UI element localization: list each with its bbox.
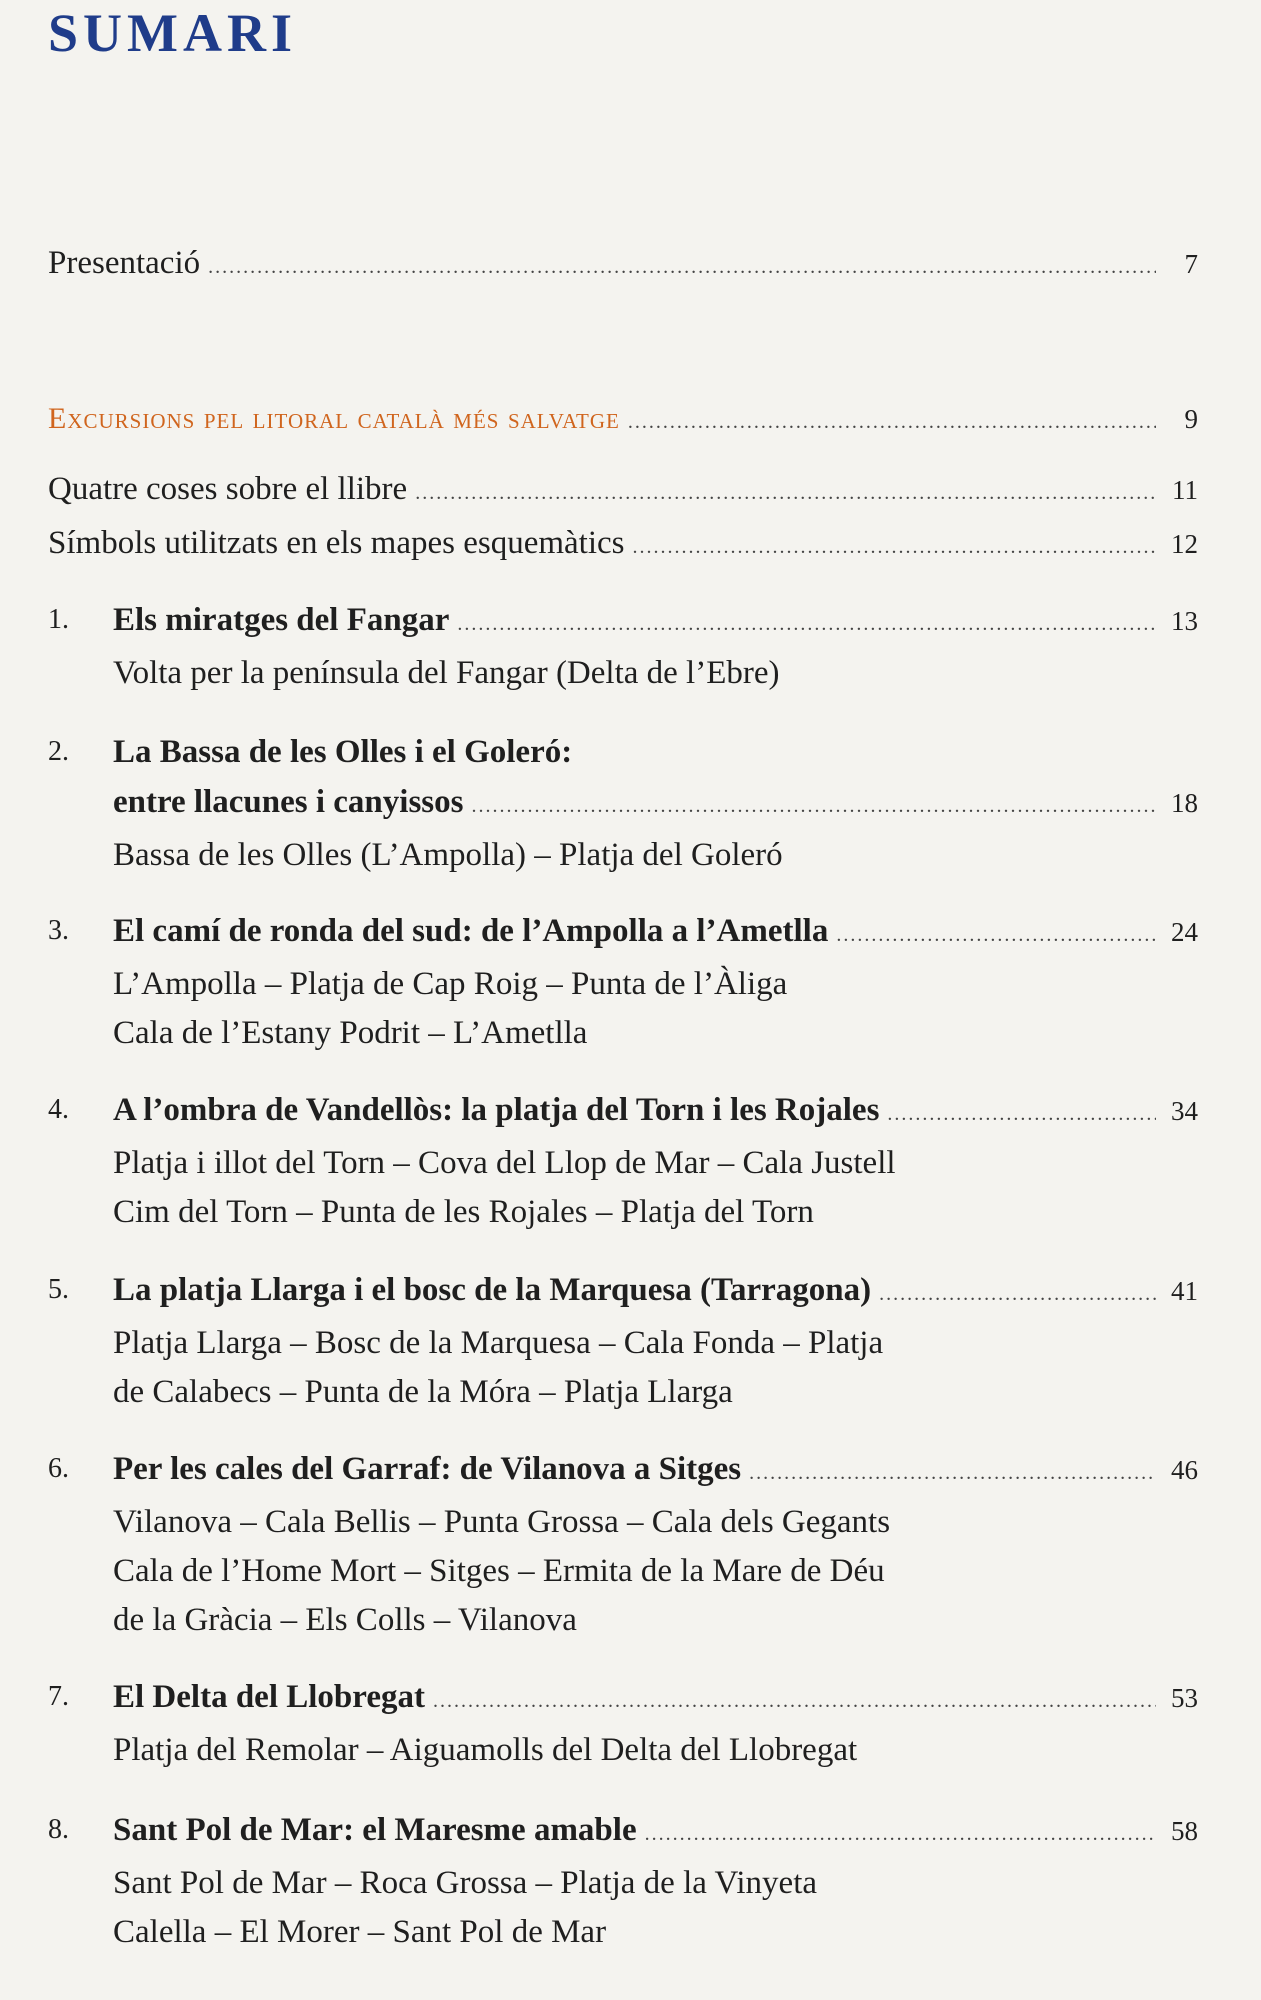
entry-title: El Delta del Llobregat xyxy=(113,1679,425,1715)
entry-title-line xyxy=(113,595,1198,649)
entry-number: 5. xyxy=(48,1274,69,1305)
toc-label: Símbols utilitzats en els mapes esquemàtics xyxy=(48,525,625,561)
leader-dots xyxy=(433,1676,1156,1726)
entry-title: El camí de ronda del sud: de l’Ampolla a l’Ametlla xyxy=(113,913,829,949)
page-title-text: SUMARI xyxy=(48,3,298,63)
entry-subtitle: Volta per la península del Fangar (Delta de l’Ebre) xyxy=(113,655,780,691)
toc-entry-1[interactable] xyxy=(48,595,1198,698)
entry-number: 3. xyxy=(48,915,69,946)
entry-page: 13 xyxy=(1171,606,1198,636)
entry-title-line xyxy=(113,727,1198,777)
toc-entry-8[interactable] xyxy=(48,1805,1198,1957)
entry-subtitle: Platja del Remolar – Aiguamolls del Delta del Llobregat xyxy=(113,1732,858,1768)
entry-title-line xyxy=(113,777,1198,831)
entry-title-line xyxy=(113,1085,1198,1139)
entry-subtitle: de la Gràcia – Els Colls – Vilanova xyxy=(113,1602,577,1638)
leader-dots xyxy=(836,910,1156,960)
leader-dots xyxy=(208,242,1156,292)
entry-subtitle: Cim del Torn – Punta de les Rojales – Platja del Torn xyxy=(113,1194,814,1230)
entry-subtitle: Sant Pol de Mar – Roca Grossa – Platja de la Vinyeta xyxy=(113,1865,818,1901)
toc-line-simbols[interactable] xyxy=(48,518,1198,572)
toc-entry-3[interactable] xyxy=(48,906,1198,1058)
toc-page-number: 9 xyxy=(1184,404,1198,434)
entry-subtitle: Cala de l’Estany Podrit – L’Ametlla xyxy=(113,1015,588,1051)
entry-page: 53 xyxy=(1171,1683,1198,1713)
leader-dots xyxy=(633,522,1157,572)
toc-entry-7[interactable] xyxy=(48,1672,1198,1775)
entry-title-line xyxy=(113,1444,1198,1498)
entry-number: 6. xyxy=(48,1453,69,1484)
entry-number: 4. xyxy=(48,1094,69,1125)
entry-subtitle: de Calabecs – Punta de la Móra – Platja Llarga xyxy=(113,1374,733,1410)
entry-page: 18 xyxy=(1171,788,1198,818)
entry-number: 7. xyxy=(48,1681,69,1712)
entry-title: Sant Pol de Mar: el Maresme amable xyxy=(113,1812,637,1848)
entry-subtitle: L’Ampolla – Platja de Cap Roig – Punta de l’Àliga xyxy=(113,966,788,1002)
leader-dots xyxy=(887,1089,1156,1139)
entry-title: Per les cales del Garraf: de Vilanova a Sitges xyxy=(113,1451,742,1487)
entry-subtitle: Platja Llarga – Bosc de la Marquesa – Cala Fonda – Platja xyxy=(113,1325,884,1361)
toc-page-number: 11 xyxy=(1172,475,1198,505)
entry-page: 41 xyxy=(1171,1276,1198,1306)
entry-title: La Bassa de les Olles i el Goleró: xyxy=(113,734,573,770)
entry-title: Els miratges del Fangar xyxy=(113,602,450,638)
leader-dots xyxy=(645,1809,1156,1859)
section-heading[interactable] xyxy=(48,394,1198,447)
leader-dots xyxy=(471,781,1156,831)
entry-number: 8. xyxy=(48,1814,69,1845)
toc-label: Quatre coses sobre el llibre xyxy=(48,471,408,507)
entry-subtitle: Calella – El Morer – Sant Pol de Mar xyxy=(113,1914,607,1950)
leader-dots xyxy=(628,397,1156,447)
entry-page: 24 xyxy=(1171,917,1198,947)
entry-subtitle: Platja i illot del Torn – Cova del Llop de Mar – Cala Justell xyxy=(113,1145,896,1181)
entry-number: 1. xyxy=(48,604,69,635)
entry-title-line xyxy=(113,906,1198,960)
entry-page: 46 xyxy=(1171,1455,1198,1485)
entry-title-line xyxy=(113,1805,1198,1859)
toc-entry-6[interactable] xyxy=(48,1444,1198,1645)
toc-page-number: 12 xyxy=(1171,529,1198,559)
entry-title: A l’ombra de Vandellòs: la platja del Torn i les Rojales xyxy=(113,1092,880,1128)
entry-subtitle: Vilanova – Cala Bellis – Punta Grossa – Cala dels Gegants xyxy=(113,1504,891,1540)
entry-title: La platja Llarga i el bosc de la Marquesa (Tarragona) xyxy=(113,1272,872,1308)
toc-intro xyxy=(48,238,1198,292)
toc-entry-2[interactable] xyxy=(48,727,1198,880)
leader-dots xyxy=(879,1269,1156,1319)
entry-page: 58 xyxy=(1171,1816,1198,1846)
leader-dots xyxy=(749,1448,1156,1498)
entry-title-line xyxy=(113,1265,1198,1319)
toc-entry-4[interactable] xyxy=(48,1085,1198,1237)
entry-subtitle: Cala de l’Home Mort – Sitges – Ermita de la Mare de Déu xyxy=(113,1553,885,1589)
page-title xyxy=(48,2,297,64)
toc-line-quatre-coses[interactable] xyxy=(48,464,1198,518)
entry-number: 2. xyxy=(48,736,69,767)
section-label: Excursions pel litoral català més salvatge xyxy=(48,402,620,435)
leader-dots xyxy=(415,468,1156,518)
toc-front-matter xyxy=(48,464,1198,572)
toc-label: Presentació xyxy=(48,245,201,281)
leader-dots xyxy=(457,599,1156,649)
entry-title-line xyxy=(113,1672,1198,1726)
toc-entry-5[interactable] xyxy=(48,1265,1198,1417)
entry-page: 34 xyxy=(1171,1096,1198,1126)
toc-page-number: 7 xyxy=(1184,249,1198,279)
entry-subtitle: Bassa de les Olles (L’Ampolla) – Platja del Goleró xyxy=(113,837,783,873)
toc-section xyxy=(48,394,1198,447)
toc-line-presentacio[interactable] xyxy=(48,238,1198,292)
entry-title: entre llacunes i canyissos xyxy=(113,784,464,820)
